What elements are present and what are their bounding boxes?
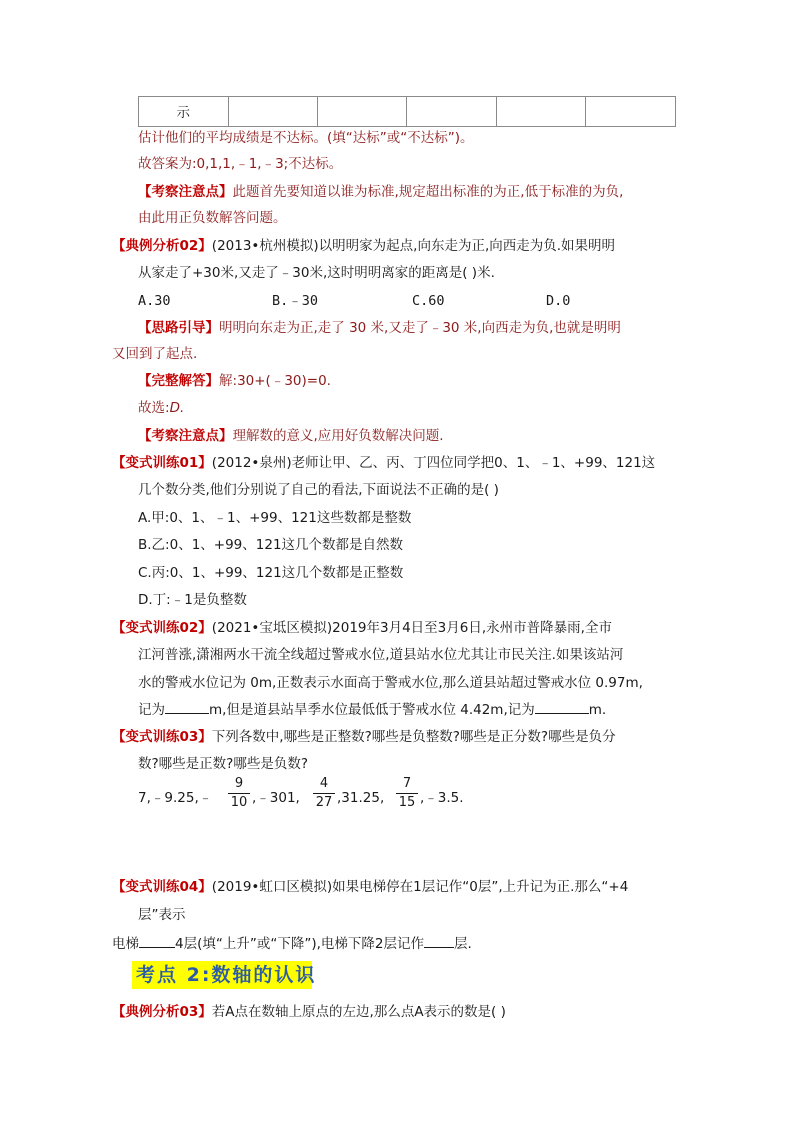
option-a: A.甲:0、1、﹣1、+99、121这些数都是整数 — [138, 510, 412, 526]
note-tag: 【考察注意点】 — [138, 428, 233, 444]
variant-03 — [112, 727, 616, 747]
variant-text-cont: 江河普涨,潇湘两水干流全线超过警戒水位,道县站水位尤其让市民关注.如果该站河 — [138, 647, 624, 663]
choose-label: 故选: — [138, 400, 170, 416]
fraction: 9 10 — [228, 776, 250, 811]
score-table-fragment — [138, 96, 676, 127]
number-seg: ,﹣3.5. — [420, 790, 464, 806]
note-tag: 【考察注意点】 — [138, 184, 233, 200]
note-text: 理解数的意义,应用好负数解决问题. — [232, 428, 444, 444]
note-text-cont: 由此用正负数解答问题。 — [138, 210, 287, 226]
hint-text: 明明向东走为正,走了 30 米,又走了﹣30 米,向西走为负,也就是明明 — [219, 320, 621, 336]
fill-middle: m,但是道县站旱季水位最低低于警戒水位 4.42m,记为 — [209, 702, 535, 718]
note-text: 此题首先要知道以谁为标准,规定超出标准的为正,低于标准的为负, — [232, 184, 624, 200]
note-block-1 — [138, 182, 623, 202]
table-cell: 示 — [139, 97, 229, 127]
table-cell — [407, 97, 496, 127]
full-expr: 30+(﹣30)=0. — [237, 373, 331, 389]
fill-prefix: 电梯 — [112, 936, 139, 952]
full-pre: 解: — [219, 373, 238, 389]
variant-text-cont: 几个数分类,他们分别说了自己的看法,下面说法不正确的是( ) — [138, 482, 499, 498]
table-cell — [496, 97, 585, 127]
variant-04 — [112, 877, 628, 897]
variant-text: (2012•泉州)老师让甲、乙、丙、丁四位同学把0、1、﹣1、+99、121这 — [211, 455, 656, 471]
full-answer — [138, 371, 331, 391]
fill-middle: 4层(填“上升”或“下降”),电梯下降2层记作 — [175, 936, 424, 952]
variant-text-cont: 数?哪些是正数?哪些是负数? — [138, 756, 308, 772]
number-seg: ,31.25, — [337, 790, 385, 806]
variant-text-cont: 层”表示 — [138, 907, 186, 923]
fraction: 7 15 — [396, 776, 418, 811]
example-tag: 【典例分析03】 — [112, 1004, 212, 1020]
variant-text: (2021•宝坻区模拟)2019年3月4日至3月6日,永州市普降暴雨,全市 — [211, 620, 612, 636]
fill-suffix: m. — [588, 702, 607, 718]
note-block-2 — [138, 426, 444, 446]
variant-text-cont: 水的警戒水位记为 0m,正数表示水面高于警戒水位,那么道县站超过警戒水位 0.97m, — [138, 675, 643, 691]
choose-answer: D. — [169, 400, 185, 416]
variant-tag: 【变式训练01】 — [112, 455, 212, 471]
answer-blank[interactable] — [535, 700, 589, 714]
variant-01 — [112, 453, 655, 473]
option-d: D.丁:﹣1是负整数 — [138, 592, 247, 608]
full-tag: 【完整解答】 — [138, 373, 219, 389]
option-b: B.乙:0、1、+99、121这几个数都是自然数 — [138, 537, 404, 553]
answer-blank[interactable] — [165, 700, 209, 714]
number-seg: 7,﹣9.25,﹣ — [138, 790, 213, 806]
option-d: D.0 — [546, 293, 571, 309]
variant-text: (2019•虹口区模拟)如果电梯停在1层记作“0层”,上升记为正.那么“+4 — [211, 879, 629, 895]
variant-fill-line — [112, 934, 472, 954]
table-cell — [228, 97, 317, 127]
option-c: C.60 — [412, 293, 445, 309]
choose-line — [138, 398, 184, 418]
variant-tag: 【变式训练03】 — [112, 729, 212, 745]
section-title: 考点 2:数轴的认识 — [136, 964, 317, 986]
variant-fill-line — [138, 700, 606, 720]
hint-text-cont: 又回到了起点. — [112, 346, 198, 362]
fraction: 4 27 — [313, 776, 335, 811]
answer-blank[interactable] — [139, 934, 175, 948]
option-b: B.﹣30 — [272, 293, 319, 309]
hint-block — [138, 318, 621, 338]
hint-tag: 【思路引导】 — [138, 320, 219, 336]
option-a: A.30 — [138, 293, 171, 309]
estimate-line: 估计他们的平均成绩是不达标。(填“达标”或“不达标”)。 — [138, 130, 474, 146]
example-text-cont: 从家走了+30米,又走了﹣30米,这时明明离家的距离是( )米. — [138, 265, 495, 281]
variant-tag: 【变式训练02】 — [112, 620, 212, 636]
variant-tag: 【变式训练04】 — [112, 879, 212, 895]
fill-suffix: 层. — [453, 936, 472, 952]
answer-line: 故答案为:0,1,1,﹣1,﹣3;不达标。 — [138, 156, 343, 172]
example-tag: 【典例分析02】 — [112, 238, 212, 254]
option-c: C.丙:0、1、+99、121这几个数都是正整数 — [138, 565, 404, 581]
table-cell — [317, 97, 406, 127]
fill-prefix: 记为 — [138, 702, 165, 718]
example-02 — [112, 236, 615, 256]
example-text: 若A点在数轴上原点的左边,那么点A表示的数是( ) — [211, 1004, 506, 1020]
variant-02 — [112, 618, 612, 638]
answer-blank[interactable] — [424, 934, 454, 948]
number-seg: ,﹣301, — [252, 790, 300, 806]
example-text: (2013•杭州模拟)以明明家为起点,向东走为正,向西走为负.如果明明 — [211, 238, 616, 254]
table-cell — [586, 97, 676, 127]
example-03 — [112, 1002, 506, 1022]
variant-text: 下列各数中,哪些是正整数?哪些是负整数?哪些是正分数?哪些是负分 — [211, 729, 616, 745]
